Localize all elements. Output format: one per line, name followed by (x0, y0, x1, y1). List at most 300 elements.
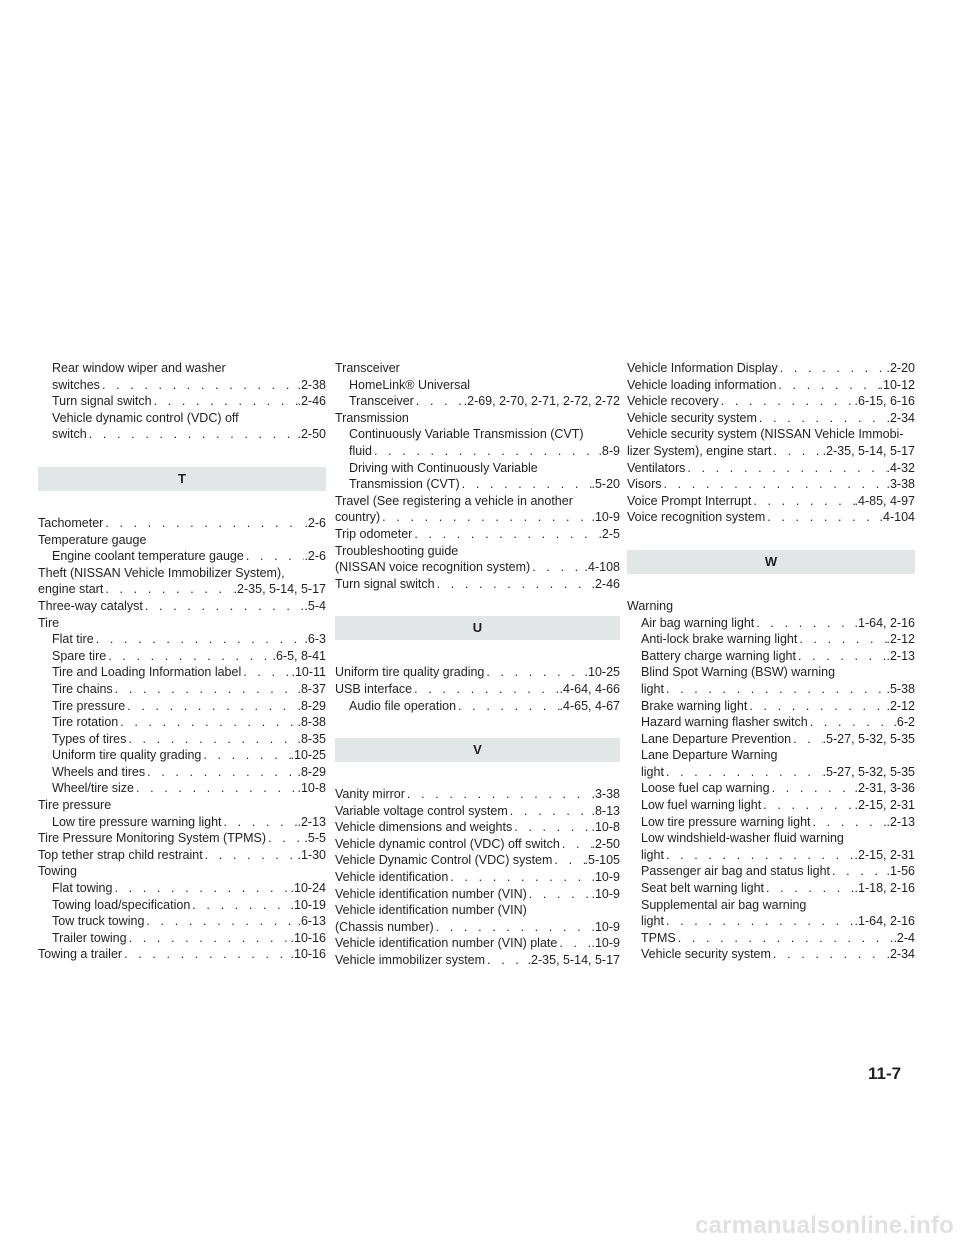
entry-page-ref: .1-30 (297, 847, 326, 862)
index-entry (38, 581, 326, 598)
index-entry (627, 780, 915, 797)
index-entry (627, 598, 915, 615)
dot-leader (103, 581, 233, 598)
entry-term: Towing a trailer (38, 947, 123, 962)
entry-page-ref: .10-11 (291, 665, 326, 680)
entry-term: Transceiver (349, 394, 414, 409)
entry-term: country) (335, 510, 381, 525)
entry-page-ref: .4-108 (584, 560, 620, 575)
entry-term: Vehicle Dynamic Control (VDC) system (335, 853, 553, 868)
entry-term: Lane Departure Warning (641, 748, 778, 763)
dot-leader (118, 714, 297, 731)
section-header-t: T (38, 467, 326, 491)
dot-leader (125, 698, 297, 715)
entry-term: Types of tires (52, 731, 127, 746)
dot-leader (435, 576, 592, 593)
entry-term: Rear window wiper and washer (52, 361, 226, 375)
dot-leader (112, 880, 290, 897)
entry-term: Tachometer (38, 515, 104, 530)
entry-page-ref: .8-29 (297, 764, 326, 779)
index-entry (627, 493, 915, 510)
entry-page-ref: .6-3 (304, 632, 326, 647)
entry-page-ref: .4-104 (879, 510, 915, 525)
dot-leader (791, 731, 822, 748)
index-column-1 (38, 360, 326, 963)
dot-leader (830, 863, 886, 880)
dot-leader (113, 681, 298, 698)
index-entry (38, 814, 326, 831)
entry-term: Vehicle loading information (627, 377, 777, 392)
entry-page-ref: .2-38 (297, 377, 326, 392)
dot-leader (676, 930, 894, 947)
index-entry (335, 786, 620, 803)
index-entry (335, 803, 620, 820)
index-entry (38, 598, 326, 615)
index-entry (627, 747, 915, 764)
index-entry (627, 509, 915, 526)
dot-leader (770, 780, 855, 797)
dot-leader (412, 526, 598, 543)
entry-page-ref: .1-64, 2-16 (854, 914, 915, 929)
dot-leader (662, 476, 887, 493)
entry-term: (Chassis number) (335, 919, 434, 934)
entry-term: Battery charge warning light (641, 648, 796, 663)
entry-term: Low windshield-washer fluid warning (641, 831, 844, 846)
dot-leader (527, 886, 592, 903)
entry-page-ref: .2-35, 5-14, 5-17 (822, 443, 915, 458)
index-entry (335, 886, 620, 903)
index-entry (38, 780, 326, 797)
entry-page-ref: .10-8 (297, 781, 326, 796)
index-entry (335, 410, 620, 427)
dot-leader (808, 714, 894, 731)
entry-term: Brake warning light (641, 698, 748, 713)
dot-leader (460, 476, 592, 493)
entry-page-ref: .5-27, 5-32, 5-35 (822, 764, 915, 779)
index-entry (38, 897, 326, 914)
dot-leader (557, 935, 591, 952)
dot-leader (761, 797, 854, 814)
index-entry (38, 946, 326, 963)
index-entry (38, 664, 326, 681)
entry-term: Tire pressure (38, 798, 112, 813)
entry-term: Ventilators (627, 460, 686, 475)
index-entry (627, 930, 915, 947)
index-entry (335, 493, 620, 510)
index-entry (38, 377, 326, 394)
entry-page-ref: .8-13 (591, 803, 620, 818)
entry-term: Low fuel warning light (641, 798, 762, 813)
section-header-v: V (335, 738, 620, 762)
entry-page-ref: .2-35, 5-14, 5-17 (527, 953, 620, 968)
index-entry (627, 615, 915, 632)
index-entry (335, 543, 620, 560)
watermark-link[interactable]: carmanualsonline.info (695, 1212, 954, 1239)
entry-page-ref: .2-12 (886, 632, 915, 647)
entry-page-ref: .8-29 (297, 698, 326, 713)
entry-term: HomeLink® Universal (349, 377, 471, 392)
entry-term: Supplemental air bag warning (641, 897, 807, 912)
entry-term: Tire chains (52, 681, 113, 696)
entry-term: Anti-lock brake warning light (641, 632, 798, 647)
index-entry (627, 460, 915, 477)
entry-term: Seat belt warning light (641, 881, 764, 896)
dot-leader (222, 814, 298, 831)
dot-leader (127, 930, 291, 947)
entry-page-ref: .2-46 (297, 394, 326, 409)
entry-page-ref: .2-5 (598, 526, 620, 541)
index-entry (627, 698, 915, 715)
entry-page-ref: .2-50 (297, 427, 326, 442)
index-entry (38, 532, 326, 549)
entry-term: Uniform tire quality grading (335, 665, 485, 680)
index-entry (627, 631, 915, 648)
section-header-w: W (627, 550, 915, 574)
entry-term: Vehicle dynamic control (VDC) off switch (335, 836, 560, 851)
index-entry (335, 576, 620, 593)
index-entry (627, 426, 915, 443)
entry-page-ref: .3-38 (591, 787, 620, 802)
entry-page-ref: .1-64, 2-16 (854, 615, 915, 630)
index-entry (38, 830, 326, 847)
dot-leader (765, 509, 879, 526)
index-entry (335, 819, 620, 836)
dot-leader (764, 880, 855, 897)
dot-leader (664, 913, 855, 930)
entry-term: Tire (38, 615, 60, 630)
section-spacer (335, 762, 620, 786)
index-column-2 (335, 360, 620, 969)
index-entry (335, 509, 620, 526)
entry-term: Flat tire (52, 632, 94, 647)
dot-leader (244, 548, 305, 565)
dot-leader (405, 786, 592, 803)
index-entry (627, 664, 915, 681)
dot-leader (434, 919, 592, 936)
entry-term: Spare tire (52, 648, 107, 663)
entry-term: Tire Pressure Monitoring System (TPMS) (38, 831, 267, 846)
entry-term: Vehicle identification number (VIN) (335, 886, 527, 901)
index-entry (38, 863, 326, 880)
entry-page-ref: .5-5 (304, 831, 326, 846)
dot-leader (484, 664, 584, 681)
index-entry (38, 698, 326, 715)
dot-leader (152, 393, 298, 410)
entry-term: engine start (38, 582, 104, 597)
section-header-u: U (335, 616, 620, 640)
dot-leader (103, 515, 304, 532)
index-entry (627, 393, 915, 410)
entry-term: Blind Spot Warning (BSW) warning (641, 665, 836, 680)
index-entry (38, 548, 326, 565)
entry-page-ref: .2-13 (886, 814, 915, 829)
index-entry (38, 731, 326, 748)
entry-page-ref: .10-9 (591, 886, 620, 901)
entry-page-ref: .10-19 (290, 897, 326, 912)
entry-term: switch (52, 427, 87, 442)
index-entry (627, 410, 915, 427)
index-entry (627, 913, 915, 930)
dot-leader (414, 393, 464, 410)
entry-page-ref: .5-4 (304, 598, 326, 613)
entry-page-ref: .10-24 (290, 881, 326, 896)
entry-term: Low tire pressure warning light (641, 814, 811, 829)
dot-leader (664, 847, 855, 864)
entry-term: Visors (627, 477, 662, 492)
entry-term: Loose fuel cap warning (641, 781, 770, 796)
dot-leader (448, 869, 591, 886)
index-entry (335, 559, 620, 576)
entry-page-ref: .4-32 (886, 460, 915, 475)
dot-leader (122, 946, 290, 963)
index-entry (38, 747, 326, 764)
index-entry (335, 377, 620, 394)
entry-term: Low tire pressure warning light (52, 814, 222, 829)
dot-leader (508, 803, 592, 820)
dot-leader (530, 559, 584, 576)
entry-term: Air bag warning light (641, 615, 755, 630)
entry-term: Vehicle dynamic control (VDC) off (52, 410, 239, 425)
page-number: 11-7 (868, 1064, 902, 1083)
entry-page-ref: .2-35, 5-14, 5-17 (233, 582, 326, 597)
entry-term: Transmission (335, 410, 409, 425)
dot-leader (190, 897, 290, 914)
entry-term: Travel (See registering a vehicle in another (335, 493, 573, 508)
entry-page-ref: .10-9 (591, 919, 620, 934)
entry-page-ref: .2-13 (297, 814, 326, 829)
index-entry (627, 714, 915, 731)
entry-term: Vehicle security system (641, 947, 771, 962)
dot-leader (796, 648, 887, 665)
entry-term: Vehicle Information Display (627, 361, 778, 375)
index-entry (627, 814, 915, 831)
entry-page-ref: .4-64, 4-66 (559, 681, 620, 696)
index-entry (627, 897, 915, 914)
dot-leader (456, 698, 560, 715)
entry-page-ref: .10-9 (591, 936, 620, 951)
section-spacer (627, 574, 915, 598)
index-entry (335, 476, 620, 493)
entry-page-ref: .8-37 (297, 681, 326, 696)
entry-term: (NISSAN voice recognition system) (335, 560, 531, 575)
entry-term: Continuously Variable Transmission (CVT) (349, 427, 584, 442)
index-entry (335, 836, 620, 853)
entry-term: lizer System), engine start (627, 443, 772, 458)
dot-leader (685, 460, 886, 477)
entry-page-ref: .2-12 (886, 698, 915, 713)
index-entry (38, 930, 326, 947)
entry-term: Tire pressure (52, 698, 126, 713)
dot-leader (201, 747, 290, 764)
entry-page-ref: .3-38 (886, 477, 915, 492)
entry-term: Engine coolant temperature gauge (52, 549, 244, 564)
dot-leader (203, 847, 298, 864)
dot-leader (134, 780, 298, 797)
entry-term: Temperature gauge (38, 532, 147, 547)
dot-leader (241, 664, 291, 681)
dot-leader (772, 443, 823, 460)
entry-page-ref: .2-6 (304, 549, 326, 564)
index-entry (627, 360, 915, 377)
dot-leader (778, 360, 887, 377)
entry-term: Troubleshooting guide (335, 543, 459, 558)
index-entry (38, 515, 326, 532)
entry-term: Vanity mirror (335, 787, 405, 802)
index-entry (335, 935, 620, 952)
section-spacer (335, 640, 620, 664)
entry-page-ref: .2-6 (304, 515, 326, 530)
index-column-3 (627, 360, 915, 963)
entry-page-ref: .2-4 (893, 930, 915, 945)
entry-term: Voice Prompt Interrupt (627, 493, 752, 508)
dot-leader (664, 764, 823, 781)
entry-page-ref: .1-18, 2-16 (854, 881, 915, 896)
entry-page-ref: .10-25 (290, 748, 326, 763)
entry-term: Vehicle security system (627, 410, 757, 425)
entry-term: Tire and Loading Information label (52, 665, 242, 680)
index-entry (335, 460, 620, 477)
entry-page-ref: .2-20 (886, 361, 915, 375)
entry-page-ref: .10-16 (290, 947, 326, 962)
entry-term: Towing load/specification (52, 897, 191, 912)
section-spacer (38, 491, 326, 515)
entry-term: Wheels and tires (52, 764, 146, 779)
dot-leader (811, 814, 887, 831)
index-entry (335, 393, 620, 410)
index-entry (38, 615, 326, 632)
dot-leader (560, 836, 592, 853)
index-entry (335, 443, 620, 460)
entry-page-ref: .5-38 (886, 681, 915, 696)
entry-term: Tire rotation (52, 715, 119, 730)
entry-term: Vehicle identification number (VIN) (335, 903, 527, 918)
index-entry (627, 731, 915, 748)
index-entry (38, 631, 326, 648)
index-entry (627, 681, 915, 698)
entry-page-ref: .10-25 (584, 665, 620, 680)
entry-term: Driving with Continuously Variable (349, 460, 538, 475)
index-entry (627, 863, 915, 880)
entry-page-ref: .10-16 (290, 930, 326, 945)
entry-term: Warning (627, 598, 674, 613)
entry-page-ref: .2-34 (886, 410, 915, 425)
dot-leader (100, 377, 298, 394)
index-entry (627, 797, 915, 814)
entry-term: Theft (NISSAN Vehicle Immobilizer System), (38, 565, 285, 580)
entry-term: fluid (349, 443, 372, 458)
entry-term: Transmission (CVT) (349, 477, 460, 492)
dot-leader (143, 598, 305, 615)
index-entry (627, 847, 915, 864)
entry-term: TPMS (641, 930, 676, 945)
entry-page-ref: .5-105 (584, 853, 620, 868)
entry-page-ref: .10-8 (591, 820, 620, 835)
index-entry (335, 526, 620, 543)
index-entry (335, 698, 620, 715)
dot-leader (87, 426, 298, 443)
entry-page-ref: .4-65, 4-67 (559, 698, 620, 713)
index-entry (38, 847, 326, 864)
dot-leader (512, 819, 591, 836)
entry-term: light (641, 847, 664, 862)
index-entry (38, 913, 326, 930)
entry-term: Voice recognition system (627, 510, 766, 525)
index-entry (335, 952, 620, 969)
entry-page-ref: .2-34 (886, 947, 915, 962)
entry-term: Passenger air bag and status light (641, 864, 831, 879)
entry-term: switches (52, 377, 100, 392)
index-entry (627, 946, 915, 963)
entry-page-ref: .6-2 (893, 715, 915, 730)
entry-page-ref: .8-38 (297, 715, 326, 730)
dot-leader (126, 731, 297, 748)
index-entry (627, 443, 915, 460)
index-entry (38, 764, 326, 781)
entry-term: light (641, 764, 664, 779)
dot-leader (145, 764, 297, 781)
dot-leader (776, 377, 879, 394)
index-entry (335, 852, 620, 869)
entry-term: Towing (38, 864, 77, 879)
dot-leader (106, 648, 272, 665)
index-entry (627, 476, 915, 493)
dot-leader (751, 493, 854, 510)
index-entry (38, 410, 326, 427)
index-entry (38, 565, 326, 582)
dot-leader (771, 946, 887, 963)
entry-page-ref: .2-50 (591, 836, 620, 851)
index-entry (335, 869, 620, 886)
entry-term: Variable voltage control system (335, 803, 508, 818)
index-entry (627, 377, 915, 394)
entry-page-ref: .10-9 (591, 510, 620, 525)
entry-term: Turn signal switch (335, 576, 435, 591)
index-entry (335, 681, 620, 698)
entry-term: Audio file operation (349, 698, 457, 713)
entry-term: Vehicle immobilizer system (335, 953, 486, 968)
index-entry (335, 664, 620, 681)
entry-page-ref: .1-56 (886, 864, 915, 879)
index-entry (335, 426, 620, 443)
entry-term: Vehicle identification number (VIN) plate (335, 936, 558, 951)
dot-leader (754, 615, 854, 632)
entry-term: Uniform tire quality grading (52, 748, 202, 763)
entry-page-ref: .5-20 (591, 477, 620, 492)
entry-page-ref: .10-9 (591, 870, 620, 885)
entry-term: light (641, 681, 664, 696)
index-entry (38, 360, 326, 377)
dot-leader (372, 443, 599, 460)
entry-page-ref: .8-9 (598, 443, 620, 458)
index-entry (38, 426, 326, 443)
entry-term: light (641, 914, 664, 929)
index-entry (38, 648, 326, 665)
entry-page-ref: .6-5, 8-41 (272, 648, 326, 663)
entry-term: USB interface (335, 681, 413, 696)
index-entry (335, 360, 620, 377)
dot-leader (94, 631, 305, 648)
entry-term: Three-way catalyst (38, 598, 143, 613)
dot-leader (552, 852, 584, 869)
entry-page-ref: .6-13 (297, 914, 326, 929)
index-entry (335, 902, 620, 919)
entry-term: Lane Departure Prevention (641, 731, 792, 746)
index-entry (38, 393, 326, 410)
dot-leader (719, 393, 855, 410)
entry-page-ref: .5-27, 5-32, 5-35 (822, 731, 915, 746)
entry-term: Transceiver (335, 361, 400, 375)
entry-page-ref: .2-15, 2-31 (854, 847, 915, 862)
